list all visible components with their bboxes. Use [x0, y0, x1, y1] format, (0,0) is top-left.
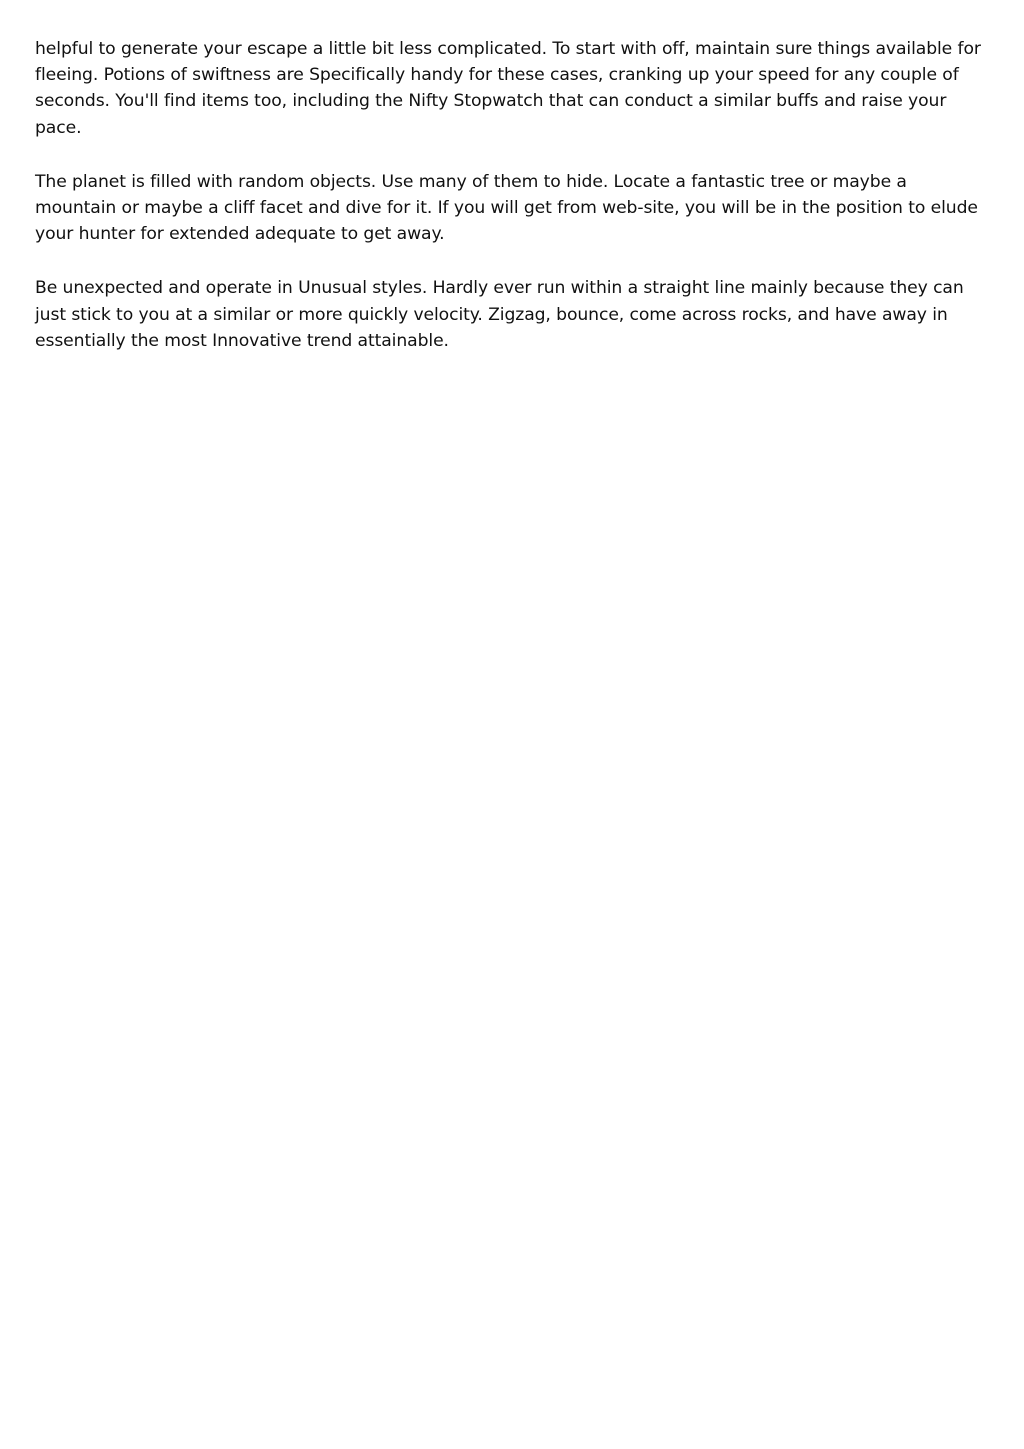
document-body [35, 36, 993, 382]
paragraph-hide-objects: The planet is filled with random objects. Use many of them to hide. Locate a fantastic tree or maybe a mountain or maybe a cliff facet and dive for it. If you will get from web-site, you will be in the position to elude your hunter for extended adequate to get away. [35, 171, 978, 245]
paragraph-unusual-styles: Be unexpected and operate in Unusual styles. Hardly ever run within a straight line mainly because they can just stick to you at a similar or more quickly velocity. Zigzag, bounce, come across rocks, and have away in essentially the most Innovative trend attainable. [35, 278, 964, 351]
paragraph-escape-items: helpful to generate your escape a little bit less complicated. To start with off, maintain sure things available for fleeing. Potions of swiftness are Specifically handy for these cases, cranking up your speed for any couple of seconds. You'll find items too, including the Nifty Stopwatch that can conduct a similar buffs and raise your pace. [35, 39, 981, 138]
